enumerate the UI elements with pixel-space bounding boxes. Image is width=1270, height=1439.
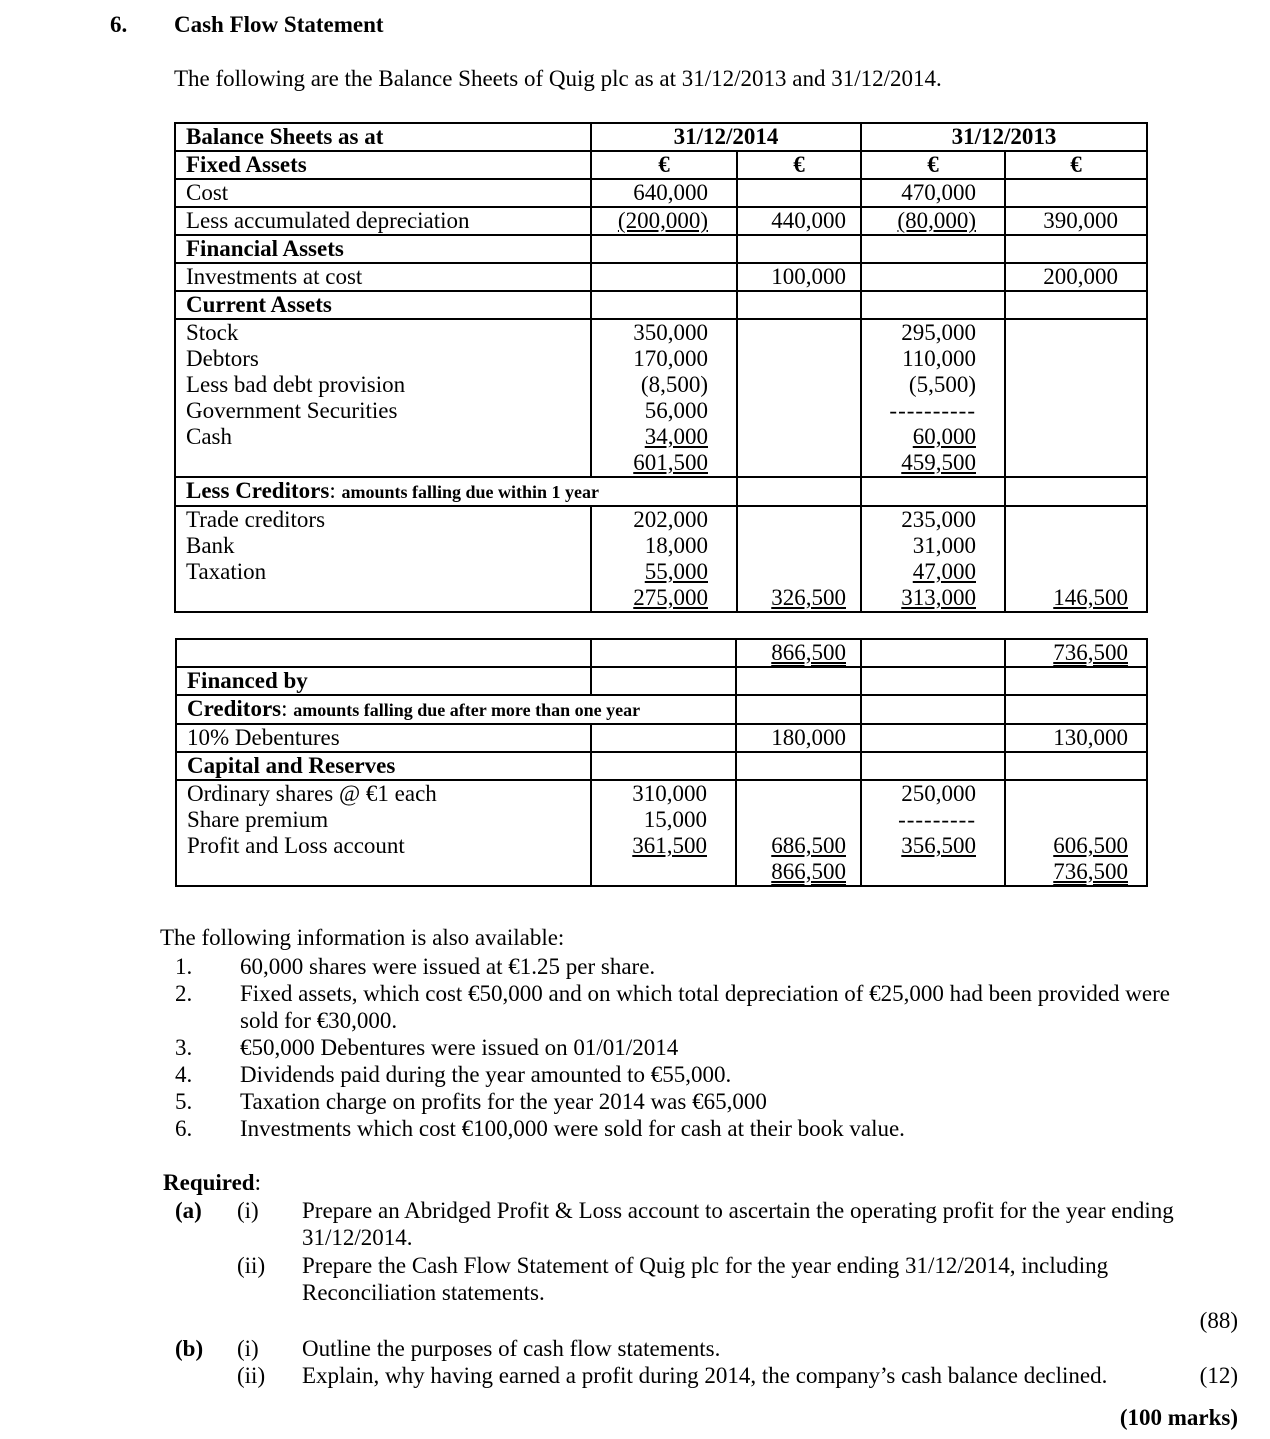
balance-sheet-assets-table <box>174 122 1148 613</box>
cell-value: 866,500 <box>771 640 846 665</box>
cell-value: (200,000) <box>617 208 708 233</box>
row-label: Ordinary shares @ €1 each <box>176 780 591 807</box>
currency-symbol: € <box>591 151 737 179</box>
cell-value: 350,000 <box>591 319 737 346</box>
cell-value: 356,500 <box>901 833 976 858</box>
part-a-i-label: (i) <box>237 1198 259 1223</box>
cell-value: 250,000 <box>861 780 1005 807</box>
cell-value: 295,000 <box>861 319 1005 346</box>
currency-symbol: € <box>737 151 861 179</box>
row-label: Cost <box>175 179 591 207</box>
cell-value: 601,500 <box>633 450 708 475</box>
currency-symbol: € <box>861 151 1005 179</box>
cell-value: 60,000 <box>912 424 976 449</box>
list-text: Taxation charge on profits for the year 2014 was €65,000 <box>240 1089 767 1114</box>
cell-value: 310,000 <box>591 780 736 807</box>
cell-value: 200,000 <box>1005 263 1147 291</box>
question-number: 6. <box>110 12 128 37</box>
list-text: Dividends paid during the year amounted to €55,000. <box>240 1062 732 1087</box>
financed-by-heading: Financed by <box>176 667 591 695</box>
cell-value: 170,000 <box>591 346 737 372</box>
row-label: Investments at cost <box>175 263 591 291</box>
cell-value: (80,000) <box>897 208 976 233</box>
part-a-marks: (88) <box>1199 1308 1238 1333</box>
list-number: 2. <box>175 981 193 1006</box>
cell-value: 459,500 <box>901 450 976 475</box>
table-row <box>176 695 1147 724</box>
financial-assets-heading: Financial Assets <box>175 235 591 263</box>
table-row <box>175 477 1147 506</box>
list-item <box>170 980 1210 1034</box>
lt-creditors-heading <box>176 695 736 724</box>
required-heading <box>163 1170 261 1196</box>
cell-value: 440,000 <box>737 207 861 235</box>
cell-value: 55,000 <box>644 559 708 584</box>
cell-value: ---------- <box>861 398 1005 424</box>
currency-symbol: € <box>1005 151 1147 179</box>
creditors-heading-bold: Less Creditors <box>186 478 330 503</box>
header-date-2013: 31/12/2013 <box>861 123 1147 151</box>
intro-text: The following are the Balance Sheets of Quig plc as at 31/12/2013 and 31/12/2014. <box>174 66 942 91</box>
row-label: Profit and Loss account <box>176 833 591 859</box>
part-b-ii-label: (ii) <box>237 1363 266 1388</box>
cell-value: 18,000 <box>591 533 737 559</box>
table-row <box>176 752 1147 780</box>
row-label: Government Securities <box>175 398 591 424</box>
header-label: Balance Sheets as at <box>175 123 591 151</box>
table-row <box>175 291 1147 319</box>
row-label: Bank <box>175 533 591 559</box>
table-row <box>175 207 1147 235</box>
row-label: Stock <box>175 319 591 346</box>
table-row <box>175 533 1147 559</box>
balance-sheet-financing-table <box>175 638 1148 887</box>
cell-value: 146,500 <box>1053 585 1128 610</box>
table-row <box>175 263 1147 291</box>
lt-creditors-heading-bold: Creditors <box>187 696 282 721</box>
table-row <box>176 780 1147 807</box>
list-item <box>170 1034 1210 1061</box>
table-row <box>175 559 1147 585</box>
cell-value: 34,000 <box>644 424 708 449</box>
cell-value: 130,000 <box>1005 724 1147 752</box>
row-label: Debtors <box>175 346 591 372</box>
table-row <box>175 450 1147 477</box>
list-text: €50,000 Debentures were issued on 01/01/2014 <box>240 1035 679 1060</box>
table-row <box>175 179 1147 207</box>
table-row <box>176 859 1147 886</box>
cell-value: 47,000 <box>912 559 976 584</box>
cell-value: 686,500 <box>771 833 846 858</box>
cell-value: 15,000 <box>591 807 736 833</box>
part-a-ii-text: Prepare the Cash Flow Statement of Quig plc for the year ending 31/12/2014, including Reconciliation statements. <box>302 1253 1109 1305</box>
cell-value: --------- <box>861 807 1005 833</box>
table-row <box>176 724 1147 752</box>
list-item <box>170 1088 1210 1115</box>
table-row <box>175 424 1147 450</box>
part-a-label: (a) <box>175 1198 202 1223</box>
cell-value: 100,000 <box>737 263 861 291</box>
info-list <box>170 953 1210 1142</box>
row-label: Less accumulated depreciation <box>175 207 591 235</box>
cell-value: 110,000 <box>861 346 1005 372</box>
cell-value: 736,500 <box>1053 859 1128 884</box>
table-row <box>175 235 1147 263</box>
cell-value: 56,000 <box>591 398 737 424</box>
table-row <box>176 807 1147 833</box>
table-row <box>175 319 1147 346</box>
part-b-i-text: Outline the purposes of cash flow statements. <box>302 1336 721 1361</box>
cell-value: 235,000 <box>861 506 1005 533</box>
cell-value: (5,500) <box>861 372 1005 398</box>
part-b-marks: (12) <box>1199 1363 1238 1388</box>
capital-reserves-heading: Capital and Reserves <box>176 752 591 780</box>
creditors-heading <box>175 477 737 506</box>
cell-value: 640,000 <box>591 179 737 207</box>
list-item <box>170 1115 1210 1142</box>
row-label: 10% Debentures <box>176 724 591 752</box>
table-row <box>176 833 1147 859</box>
question-title: Cash Flow Statement <box>174 12 384 37</box>
list-number: 1. <box>175 954 193 979</box>
table-row <box>175 123 1147 151</box>
total-marks: (100 marks) <box>1119 1405 1238 1430</box>
creditors-heading-note: amounts falling due within 1 year <box>341 482 599 502</box>
list-number: 5. <box>175 1089 193 1114</box>
cell-value: 313,000 <box>901 585 976 610</box>
row-label: Taxation <box>175 559 591 585</box>
colon: : <box>329 478 342 503</box>
cell-value: 31,000 <box>861 533 1005 559</box>
row-label: Share premium <box>176 807 591 833</box>
part-a-ii-label: (ii) <box>237 1253 266 1278</box>
required-label: Required <box>163 1170 255 1195</box>
cell-value: 736,500 <box>1053 640 1128 665</box>
row-label: Trade creditors <box>175 506 591 533</box>
part-b-ii-text: Explain, why having earned a profit during 2014, the company’s cash balance declined. <box>302 1363 1108 1388</box>
fixed-assets-heading: Fixed Assets <box>175 151 591 179</box>
list-item <box>170 953 1210 980</box>
cell-value: 326,500 <box>771 585 846 610</box>
cell-value: (8,500) <box>591 372 737 398</box>
table-row <box>175 372 1147 398</box>
row-label: Less bad debt provision <box>175 372 591 398</box>
info-heading: The following information is also available: <box>160 925 565 950</box>
cell-value: 202,000 <box>591 506 737 533</box>
cell-value: 470,000 <box>861 179 1005 207</box>
table-row <box>175 398 1147 424</box>
lt-creditors-heading-note: amounts falling due after more than one year <box>293 700 641 720</box>
current-assets-heading: Current Assets <box>175 291 591 319</box>
row-label: Cash <box>175 424 591 450</box>
list-text: Fixed assets, which cost €50,000 and on which total depreciation of €25,000 had been provided were sold for €30,000. <box>240 981 1170 1033</box>
table-row <box>175 506 1147 533</box>
cell-value: 606,500 <box>1053 833 1128 858</box>
list-number: 4. <box>175 1062 193 1087</box>
cell-value: 866,500 <box>771 859 846 884</box>
part-b-i-label: (i) <box>237 1336 259 1361</box>
part-b-label: (b) <box>175 1336 204 1361</box>
cell-value: 180,000 <box>736 724 861 752</box>
table-row <box>175 346 1147 372</box>
part-a-i-text: Prepare an Abridged Profit & Loss account to ascertain the operating profit for the year ending 31/12/2014. <box>302 1198 1174 1250</box>
cell-value: 390,000 <box>1005 207 1147 235</box>
table-row <box>175 585 1147 612</box>
cell-value: 361,500 <box>632 833 707 858</box>
colon: : <box>254 1170 261 1195</box>
cell-value: 275,000 <box>633 585 708 610</box>
table-row <box>175 151 1147 179</box>
list-number: 6. <box>175 1116 193 1141</box>
table-row <box>176 639 1147 667</box>
header-date-2014: 31/12/2014 <box>591 123 861 151</box>
list-text: 60,000 shares were issued at €1.25 per share. <box>240 954 656 979</box>
colon: : <box>281 696 294 721</box>
list-text: Investments which cost €100,000 were sold for cash at their book value. <box>240 1116 905 1141</box>
list-number: 3. <box>175 1035 193 1060</box>
list-item <box>170 1061 1210 1088</box>
table-row <box>176 667 1147 695</box>
